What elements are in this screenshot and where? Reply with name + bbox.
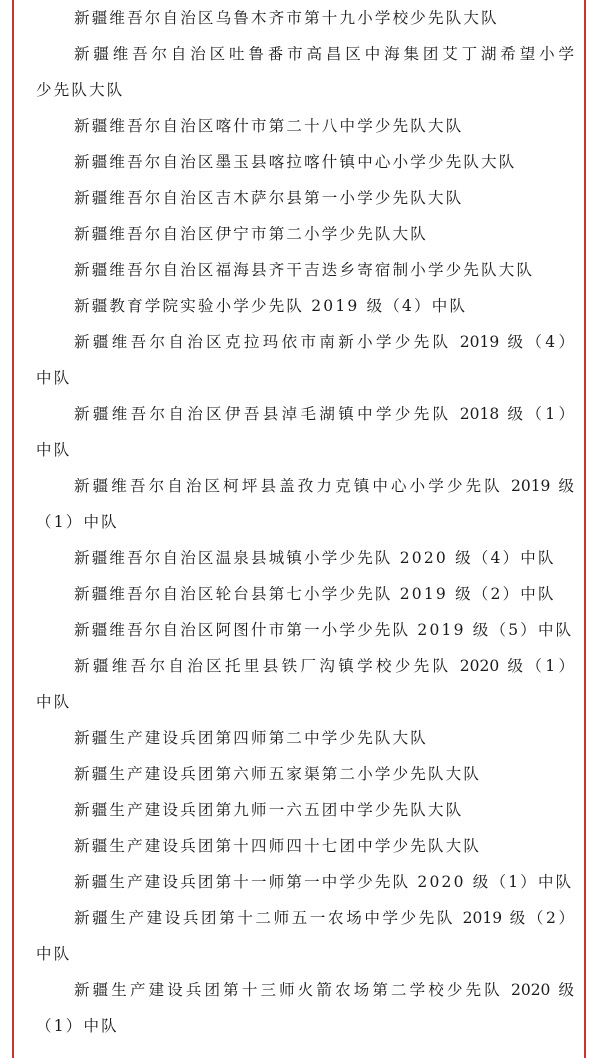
list-item: 新疆维吾尔自治区托里县铁厂沟镇学校少先队 2020 级（1） <box>74 657 574 675</box>
list-item: 新疆生产建设兵团第九师一六五团中学少先队大队 <box>74 801 464 819</box>
list-item: 新疆维吾尔自治区伊吾县淖毛湖镇中学少先队 2018 级（1） <box>74 405 574 423</box>
list-item: 新疆维吾尔自治区墨玉县喀拉喀什镇中心小学少先队大队 <box>74 153 517 171</box>
list-item-continuation: 中队 <box>36 441 72 459</box>
list-item: 新疆维吾尔自治区乌鲁木齐市第十九小学校少先队大队 <box>74 9 499 27</box>
list-item-continuation: （1）中队 <box>36 1017 119 1035</box>
list-item: 新疆生产建设兵团第十三师火箭农场第二学校少先队 2020 级 <box>74 981 574 999</box>
list-item-continuation: 少先队大队 <box>36 81 125 99</box>
list-item: 新疆维吾尔自治区阿图什市第一小学少先队 2019 级（5）中队 <box>74 621 574 639</box>
list-item: 新疆生产建设兵团第六师五家渠第二小学少先队大队 <box>74 765 482 783</box>
list-item: 新疆维吾尔自治区福海县齐干吉迭乡寄宿制小学少先队大队 <box>74 261 535 279</box>
left-border-rule <box>12 0 14 1058</box>
list-item: 新疆维吾尔自治区轮台县第七小学少先队 2019 级（2）中队 <box>74 585 556 603</box>
list-item-continuation: 中队 <box>36 945 72 963</box>
list-item: 新疆生产建设兵团第四师第二中学少先队大队 <box>74 729 429 747</box>
list-item: 新疆维吾尔自治区吐鲁番市高昌区中海集团艾丁湖希望小学 <box>74 45 574 63</box>
list-item-continuation: （1）中队 <box>36 513 119 531</box>
list-item: 新疆生产建设兵团第十四师四十七团中学少先队大队 <box>74 837 482 855</box>
list-item-continuation: 中队 <box>36 693 72 711</box>
list-item-continuation: 中队 <box>36 369 72 387</box>
list-item: 新疆维吾尔自治区吉木萨尔县第一小学少先队大队 <box>74 189 464 207</box>
list-item: 新疆生产建设兵团第十二师五一农场中学少先队 2019 级（2） <box>74 909 574 927</box>
list-item: 新疆维吾尔自治区喀什市第二十八中学少先队大队 <box>74 117 464 135</box>
list-item: 新疆维吾尔自治区伊宁市第二小学少先队大队 <box>74 225 429 243</box>
list-item: 新疆教育学院实验小学少先队 2019 级（4）中队 <box>74 297 468 315</box>
list-item: 新疆生产建设兵团第十一师第一中学少先队 2020 级（1）中队 <box>74 873 574 891</box>
list-item: 新疆维吾尔自治区温泉县城镇小学少先队 2020 级（4）中队 <box>74 549 556 567</box>
right-border-rule <box>584 0 586 1058</box>
list-item: 新疆维吾尔自治区柯坪县盖孜力克镇中心小学少先队 2019 级 <box>74 477 574 495</box>
list-item: 新疆维吾尔自治区克拉玛依市南新小学少先队 2019 级（4） <box>74 333 574 351</box>
